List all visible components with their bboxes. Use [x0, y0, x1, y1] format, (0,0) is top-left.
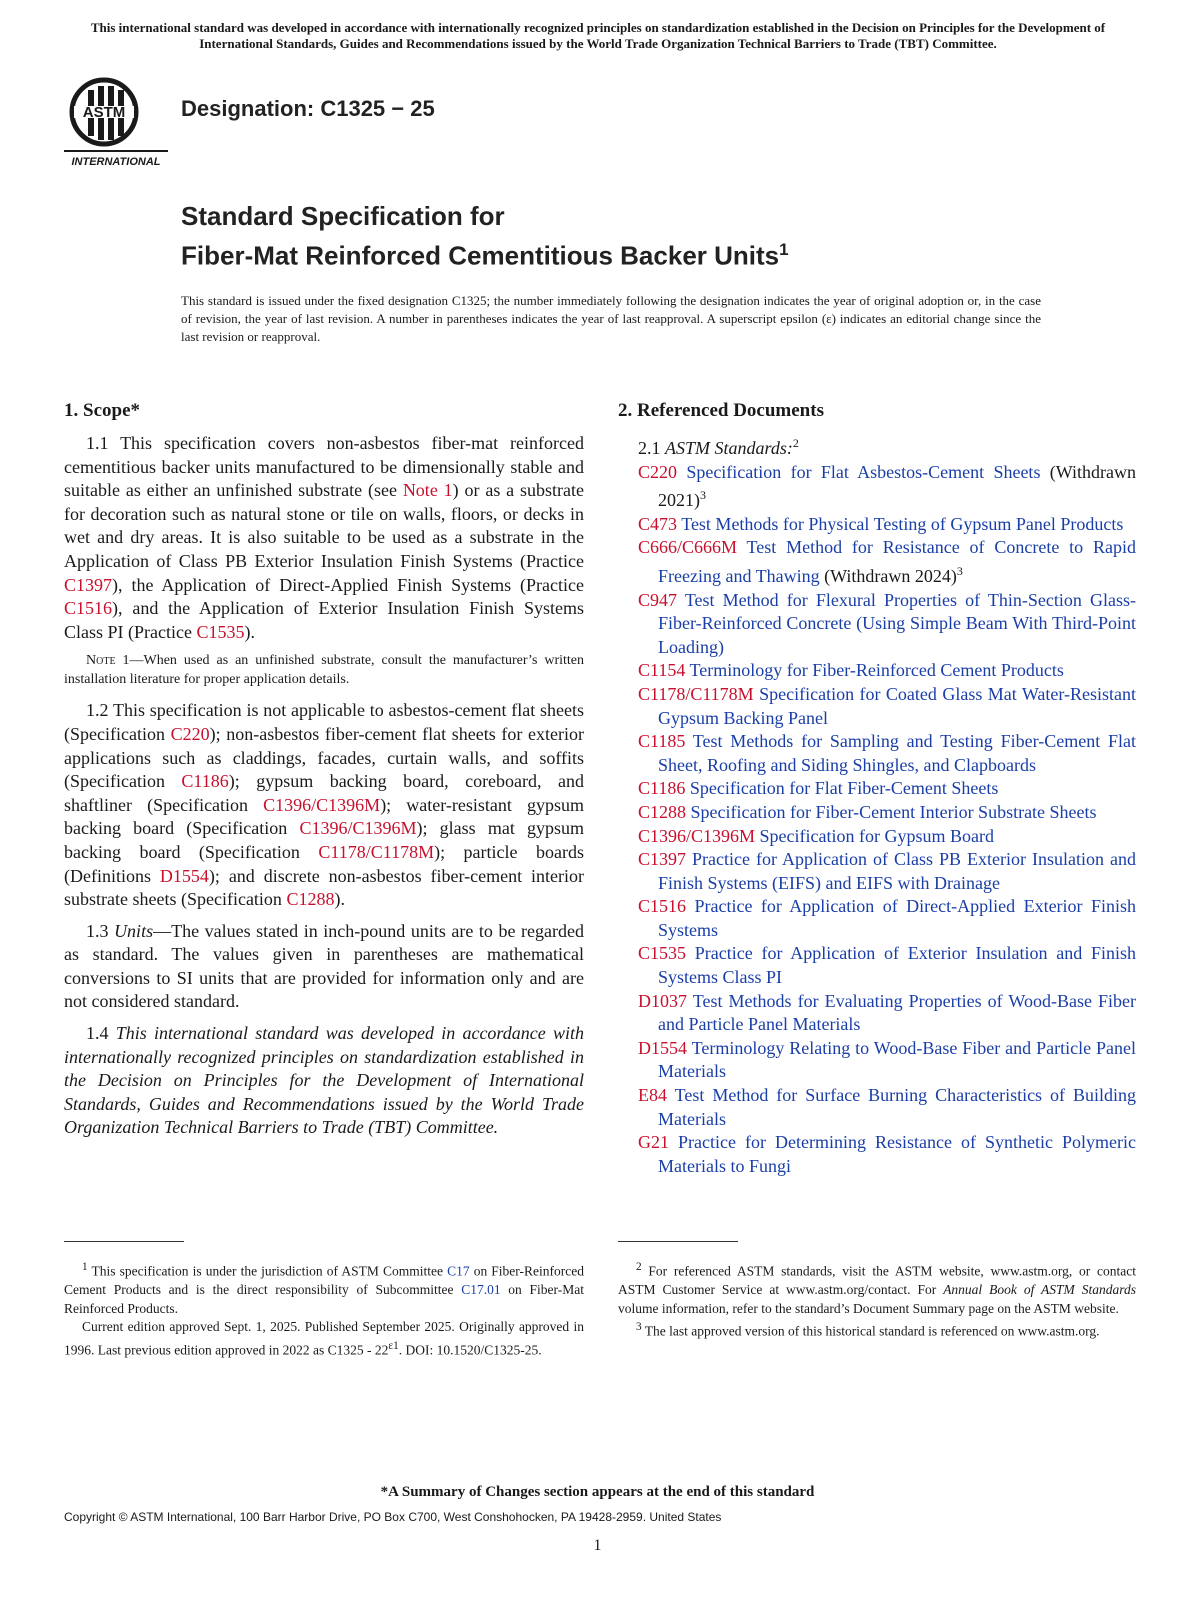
- scope-1-4: 1.4 This international standard was developed in accordance with internationally recognized principles on standardization established in the Decision on Principles for the Development of International Standards, Guides and Recommendations issued by the World Trade Organization Technical Barriers to Trade (TBT) Committee.: [64, 1023, 584, 1138]
- reference-code-link[interactable]: C1154: [638, 660, 686, 681]
- svg-text:INTERNATIONAL: INTERNATIONAL: [71, 156, 161, 168]
- reference-item: [618, 1037, 1136, 1084]
- title-line-1: Standard Specification for: [181, 201, 505, 231]
- footnote-divider-right: [618, 1241, 738, 1242]
- reference-code-link[interactable]: D1554: [638, 1037, 687, 1058]
- reference-code-link[interactable]: C473: [638, 513, 678, 534]
- c1186-link[interactable]: C1186: [181, 771, 229, 792]
- c1397-link[interactable]: C1397: [64, 574, 113, 595]
- c1396-link-2[interactable]: C1396/C1396M: [299, 818, 417, 839]
- reference-title-link[interactable]: Test Methods for Evaluating Properties of Wood-Base Fiber and Particle Panel Materials: [658, 990, 1136, 1035]
- issued-statement: This standard is issued under the fixed designation C1325; the number immediately following the designation indicates the year of original adoption or, in the case of revision, the year of last revision. A number in parentheses indicates the year of last reapproval. A superscript epsilon (ε) indicates an editorial change since the last revision or reapproval.: [181, 293, 1041, 344]
- reference-title-link[interactable]: Practice for Application of Direct-Applied Exterior Finish Systems: [658, 896, 1137, 940]
- note-label: Note 1: [86, 653, 130, 669]
- reference-title-link[interactable]: Practice for Application of Exterior Insulation and Finish Systems Class PI: [658, 943, 1136, 988]
- reference-list: [618, 461, 1136, 1179]
- footnote-divider-left: [64, 1241, 184, 1242]
- reference-code-link[interactable]: C947: [638, 589, 678, 610]
- reference-code-link[interactable]: D1037: [638, 990, 687, 1011]
- reference-code-link[interactable]: C1535: [638, 943, 687, 964]
- reference-item: [618, 730, 1136, 777]
- scope-section: [64, 400, 584, 1148]
- reference-item: [618, 801, 1136, 825]
- d1554-link[interactable]: D1554: [159, 865, 209, 886]
- reference-item: [618, 895, 1136, 942]
- title-line-2: [181, 233, 789, 273]
- document-title: [181, 200, 789, 273]
- reference-item: [618, 536, 1136, 588]
- reference-footnote-mark: 3: [700, 488, 706, 503]
- c1288-link[interactable]: C1288: [286, 889, 335, 910]
- reference-code-link[interactable]: E84: [638, 1085, 667, 1106]
- reference-code-link[interactable]: C1516: [638, 896, 687, 917]
- page-number: 1: [593, 1537, 602, 1554]
- reference-title-link[interactable]: Test Methods for Sampling and Testing Fiber-Cement Flat Sheet, Roofing and Siding Shingles, and Clapboards: [658, 731, 1136, 775]
- reference-title-link[interactable]: Terminology Relating to Wood-Base Fiber and Particle Panel Materials: [658, 1037, 1136, 1082]
- reference-item: [618, 513, 1136, 537]
- c1516-link[interactable]: C1516: [64, 598, 113, 619]
- designation: Designation: C1325 − 25: [181, 96, 435, 121]
- footnote-1: $^1$ This specification is under the jurisdiction of ASTM Committee C17 on Fiber-Reinforced Cement Products and is the direct responsibility of Subcommittee C17.01 on Fiber-Mat Reinforced Products. Current edition approved Sept. 1, 2025. Published September 2025. Originally approved in 1996. Last previous edition approved in 2022 as $C1325 - 22^{\varepsilon 1}$. DOI: 10.1520/C1325-25.: [64, 1261, 584, 1357]
- reference-title-link[interactable]: Test Methods for Physical Testing of Gypsum Panel Products: [681, 513, 1124, 534]
- top-notice: This international standard was developed in accordance with internationally recognized principles on standardization established in the Decision on Principles for the Development of International Standards, Guides and Recommendations issued by the World Trade Organization Technical Barriers to Trade (TBT) Committee.: [90, 20, 1106, 51]
- astm-logo-icon: [64, 72, 168, 168]
- reference-item: [618, 1131, 1136, 1178]
- scope-heading: 1. Scope*: [64, 400, 140, 421]
- reference-title-link[interactable]: Practice for Determining Resistance of Synthetic Polymeric Materials to Fungi: [658, 1132, 1137, 1176]
- svg-text:ASTM: ASTM: [82, 104, 126, 121]
- reference-title-link[interactable]: Specification for Coated Glass Mat Water-Resistant Gypsum Backing Panel: [658, 683, 1137, 728]
- scope-1-1: 1.1 This specification covers non-asbestos fiber-mat reinforced cementitious backer units manufactured to be dimensionally stable and suitable as either an unfinished substrate (see Note 1) or as a substrate for decoration such as natural stone or tile on walls, floors, or decks in wet and dry areas. It is also suitable to be used as a substrate in the Application of Class PB Exterior Insulation Finish Systems (Practice C1397), the Application of Direct-Applied Finish Systems (Practice C1516), and the Application of Exterior Insulation Finish Systems Class PI (Practice C1535).: [64, 433, 584, 642]
- reference-title-link[interactable]: Test Method for Surface Burning Characteristics of Building Materials: [658, 1085, 1136, 1129]
- reference-code-link[interactable]: G21: [638, 1132, 669, 1153]
- reference-footnote-mark: 3: [956, 563, 963, 578]
- reference-title-link[interactable]: Specification for Flat Fiber-Cement Sheets: [689, 778, 999, 799]
- reference-title-link[interactable]: Test Method for Flexural Properties of Thin-Section Glass-Fiber-Reinforced Concrete (Using Simple Beam With Third-Point Loading): [658, 589, 1136, 657]
- reference-withdrawn-note: (Withdrawn 2021): [658, 461, 1136, 511]
- scope-1-3: 1.3 Units—The values stated in inch-pound units are to be regarded as standard. The values given in parentheses are mathematical conversions to SI units that are provided for information only and are not considered standard.: [64, 920, 584, 1012]
- reference-item: [618, 942, 1136, 989]
- c1535-link[interactable]: C1535: [196, 621, 245, 642]
- references-section: [618, 400, 1136, 1178]
- reference-code-link[interactable]: C1396/C1396M: [638, 825, 756, 846]
- c220-link[interactable]: C220: [170, 723, 210, 744]
- c17-01-link[interactable]: C17.01: [461, 1282, 501, 1297]
- reference-code-link[interactable]: C1288: [638, 801, 687, 822]
- reference-title-link[interactable]: Test Method for Resistance of Concrete to Rapid Freezing and Thawing: [658, 537, 1136, 586]
- c17-link[interactable]: C17: [447, 1263, 470, 1279]
- note-1: Note 1—When used as an unfinished substrate, consult the manufacturer’s written installation literature for proper application details.: [64, 653, 584, 687]
- footnotes-2-3: $^2$ For referenced ASTM standards, visit the ASTM website, www.astm.org, or contact ASTM Customer Service at www.astm.org/contact. For Annual Book of ASTM Standards volume information, refer to the standard’s Document Summary page on the ASTM website. $^3$ The last approved version of this historical standard is referenced on www.astm.org.: [618, 1261, 1136, 1339]
- reference-item: [618, 825, 1136, 849]
- reference-title-link[interactable]: Specification for Fiber-Cement Interior Substrate Sheets: [690, 801, 1097, 822]
- c1178-link[interactable]: C1178/C1178M: [318, 841, 435, 862]
- scope-1-2: 1.2 This specification is not applicable to asbestos-cement flat sheets (Specification C220); non-asbestos fiber-cement flat sheets for exterior applications such as claddings, facades, curtain walls, and soffits (Specification C1186); gypsum backing board, coreboard, and shaftliner (Specification C1396/C1396M); water-resistant gypsum backing board (Specification C1396/C1396M); glass mat gypsum backing board (Specification C1178/C1178M); particle boards (Definitions D1554); and discrete non-asbestos fiber-cement interior substrate sheets (Specification C1288).: [64, 700, 584, 910]
- c1396-link[interactable]: C1396/C1396M: [263, 794, 381, 815]
- reference-item: [618, 683, 1136, 730]
- reference-title-link[interactable]: Specification for Flat Asbestos-Cement Sheets: [686, 461, 1041, 482]
- reference-item: [618, 659, 1136, 683]
- title-footnote-mark: 1: [779, 240, 789, 259]
- reference-title-link[interactable]: Terminology for Fiber-Reinforced Cement Products: [689, 660, 1064, 681]
- reference-title-link[interactable]: Specification for Gypsum Board: [759, 825, 994, 846]
- summary-of-changes-note: *A Summary of Changes section appears at the end of this standard: [380, 1484, 815, 1500]
- reference-title-link[interactable]: Practice for Application of Class PB Exterior Insulation and Finish Systems (EIFS) and EIFS with Drainage: [658, 849, 1136, 893]
- reference-item: [618, 461, 1136, 513]
- reference-code-link[interactable]: C220: [638, 461, 678, 482]
- reference-code-link[interactable]: C1186: [638, 778, 686, 799]
- reference-item: [618, 990, 1136, 1037]
- copyright: Copyright © ASTM International, 100 Barr Harbor Drive, PO Box C700, West Conshohocken, PA 19428-2959. United States: [64, 1510, 722, 1524]
- references-heading: 2. Referenced Documents: [618, 400, 824, 421]
- reference-item: [618, 1084, 1136, 1131]
- astm-standards-intro: 2.1 ASTM Standards:$^2$: [638, 436, 799, 458]
- reference-item: [618, 848, 1136, 895]
- title-text: Fiber-Mat Reinforced Cementitious Backer Units: [181, 240, 780, 271]
- reference-withdrawn-note: (Withdrawn 2024): [819, 565, 957, 586]
- reference-code-link[interactable]: C666/C666M: [638, 537, 738, 558]
- reference-code-link[interactable]: C1185: [638, 731, 686, 752]
- astm-logo: [64, 72, 168, 168]
- reference-code-link[interactable]: C1178/C1178M: [638, 683, 754, 704]
- note-1-link[interactable]: Note 1: [402, 480, 453, 501]
- reference-code-link[interactable]: C1397: [638, 849, 687, 870]
- reference-item: [618, 777, 1136, 801]
- reference-item: [618, 589, 1136, 660]
